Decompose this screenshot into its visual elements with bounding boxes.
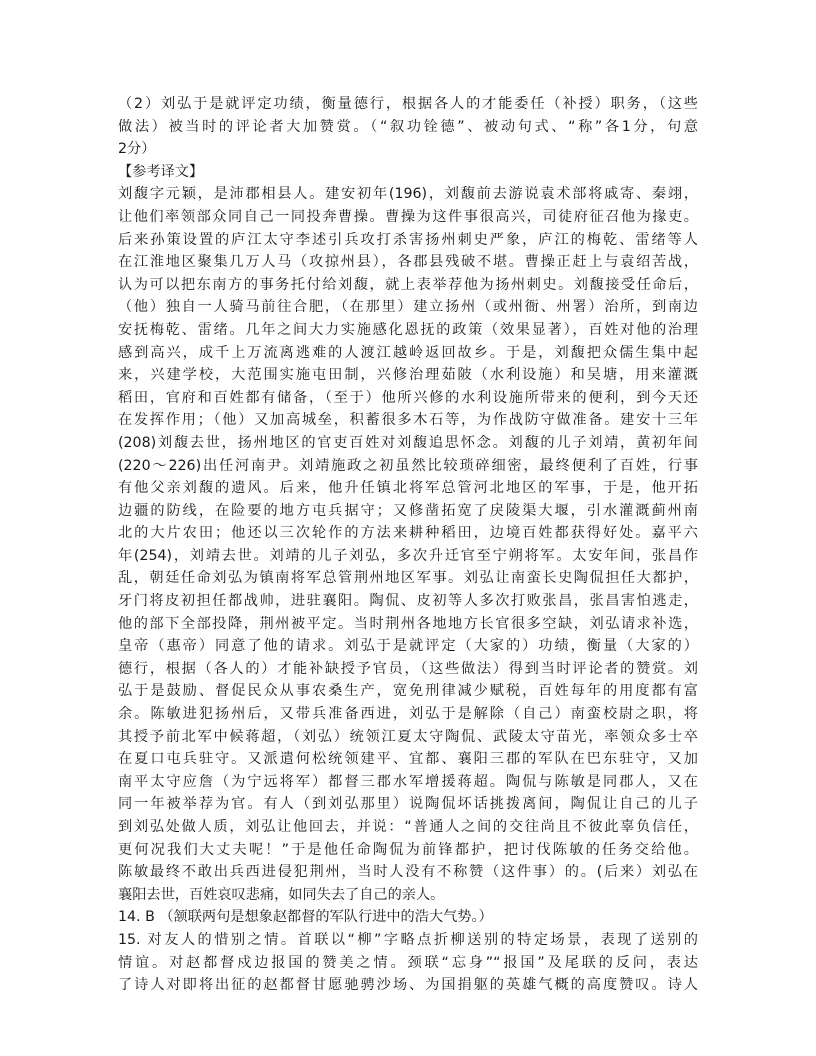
text-line: 在江淮地区聚集几万人马（攻掠州县），各郡县残破不堪。曹操正赶上与袁绍苦战， — [118, 254, 698, 271]
text-line: (208)刘馥去世，扬州地区的官吏百姓对刘馥追思怀念。刘馥的儿子刘靖，黄初年间 — [118, 434, 698, 451]
text-line: 2分） — [118, 141, 156, 158]
text-line: 更何况我们大丈夫呢！”于是他任命陶侃为前锋都护，把讨伐陈敏的任务交给他。 — [118, 841, 698, 858]
text-line: 乱，朝廷任命刘弘为镇南将军总管荆州地区军事。刘弘让南蛮长史陶侃担任大都护， — [118, 570, 698, 587]
text-line: 了诗人对即将出征的赵都督甘愿驰骋沙场、为国捐躯的英雄气概的高度赞叹。诗人 — [118, 977, 698, 994]
text-line: 弘于是鼓励、督促民众从事农桑生产，宽免刑律减少赋税，百姓每年的用度都有富 — [118, 683, 698, 700]
text-line: 让他们率领部众同自己一同投奔曹操。曹操为这件事很高兴，司徒府征召他为掾吏。 — [118, 208, 698, 225]
text-line: 【参考译文】 — [118, 163, 204, 180]
text-line: （2）刘弘于是就评定功绩，衡量德行，根据各人的才能委任（补授）职务，（这些 — [118, 96, 698, 112]
text-line: 同一年被举荐为官。有人（到刘弘那里）说陶侃坏话挑拨离间，陶侃让自己的儿子 — [118, 796, 698, 813]
text-line: 情谊。对赵都督戍边报国的赞美之情。颈联“忘身”“报国”及尾联的反问，表达 — [118, 954, 698, 971]
document-body — [118, 93, 698, 997]
text-line: 安抚梅乾、雷绪。几年之间大力实施感化恩抚的政策（效果显著），百姓对他的治理 — [118, 321, 698, 338]
text-line: 稻田，官府和百姓都有储备，（至于）他所兴修的水利设施所带来的便利，到今天还 — [118, 389, 698, 406]
text-line: 14. B （颔联两句是想象赵都督的军队行进中的浩大气势。） — [118, 909, 493, 926]
text-line: 感到高兴，成千上万流离逃难的人渡江越岭返回故乡。于是，刘馥把众儒生集中起 — [118, 344, 698, 361]
text-line: 在夏口屯兵驻守。又派遣何松统领建平、宜都、襄阳三郡的军队在巴东驻守，又加 — [118, 751, 698, 768]
text-line: 北的大片农田；他还以三次轮作的方法来耕种稻田，边境百姓都获得好处。嘉平六 — [118, 525, 698, 542]
text-line: 皇帝（惠帝）同意了他的请求。刘弘于是就评定（大家的）功绩，衡量（大家的） — [118, 638, 698, 655]
text-line: 南平太守应詹（为宁远将军）都督三郡水军增援蒋超。陶侃与陈敏是同郡人，又在 — [118, 773, 698, 790]
text-line: 15. 对友人的惜别之情。首联以“柳”字略点折柳送别的特定场景，表现了送别的 — [118, 931, 698, 948]
text-line: 在发挥作用；（他）又加高城垒，积蓄很多木石等，为作战防守做准备。建安十三年 — [118, 412, 698, 429]
text-line: 边疆的防线，在险要的地方屯兵据守；又修凿拓宽了戾陵渠大堰，引水灌溉蓟州南 — [118, 502, 698, 519]
text-line: 做法）被当时的评论者大加赞赏。（“叙功铨德”、被动句式、“称”各1分，句意 — [118, 118, 698, 135]
text-line: 到刘弘处做人质，刘弘让他回去，并说：“普通人之间的交往尚且不彼此辜负信任， — [118, 819, 698, 835]
text-line: （他）独自一人骑马前往合肥，（在那里）建立扬州（或州衙、州署）治所，到南边 — [118, 299, 698, 316]
text-line: 有他父亲刘馥的遗风。后来，他升任镇北将军总管河北地区的军事，于是，他开拓 — [118, 480, 698, 497]
text-line: 牙门将皮初担任都战帅，进驻襄阳。陶侃、皮初等人多次打败张昌，张昌害怕逃走， — [118, 593, 698, 610]
text-line: (220～226)出任河南尹。刘靖施政之初虽然比较琐碎细密，最终便利了百姓，行事 — [118, 457, 698, 474]
text-line: 他的部下全部投降，荆州被平定。当时荆州各地地方长官很多空缺，刘弘请求补选， — [118, 615, 698, 632]
text-line: 襄阳去世，百姓哀叹悲痛，如同失去了自己的亲人。 — [118, 886, 445, 903]
text-line: 来，兴建学校，大范围实施屯田制，兴修治理茹陂（水利设施）和吴塘，用来灌溉 — [118, 367, 698, 384]
text-line: 后来孙策设置的庐江太守李述引兵攻打杀害扬州刺史严象，庐江的梅乾、雷绪等人 — [118, 231, 698, 248]
text-line: 刘馥字元颖，是沛郡相县人。建安初年(196)，刘馥前去游说袁术部将戚寄、秦翊， — [118, 186, 698, 203]
text-line: 余。陈敏进犯扬州后，又带兵准备西进，刘弘于是解除（自己）南蛮校尉之职，将 — [118, 706, 698, 723]
text-line: 其授予前北军中候蒋超，（刘弘）统领江夏太守陶侃、武陵太守苗光，率领众多士卒 — [118, 728, 698, 745]
text-line: 认为可以把东南方的事务托付给刘馥，就上表举荐他为扬州刺史。刘馥接受任命后， — [118, 276, 698, 293]
text-line: 德行，根据（各人的）才能补缺授予官员，（这些做法）得到当时评论者的赞赏。刘 — [118, 660, 698, 677]
text-line: 陈敏最终不敢出兵西进侵犯荆州，当时人没有不称赞（这件事）的。(后来）刘弘在 — [118, 864, 698, 881]
text-line: 年(254)，刘靖去世。刘靖的儿子刘弘，多次升迁官至宁朔将军。太安年间，张昌作 — [118, 547, 698, 564]
